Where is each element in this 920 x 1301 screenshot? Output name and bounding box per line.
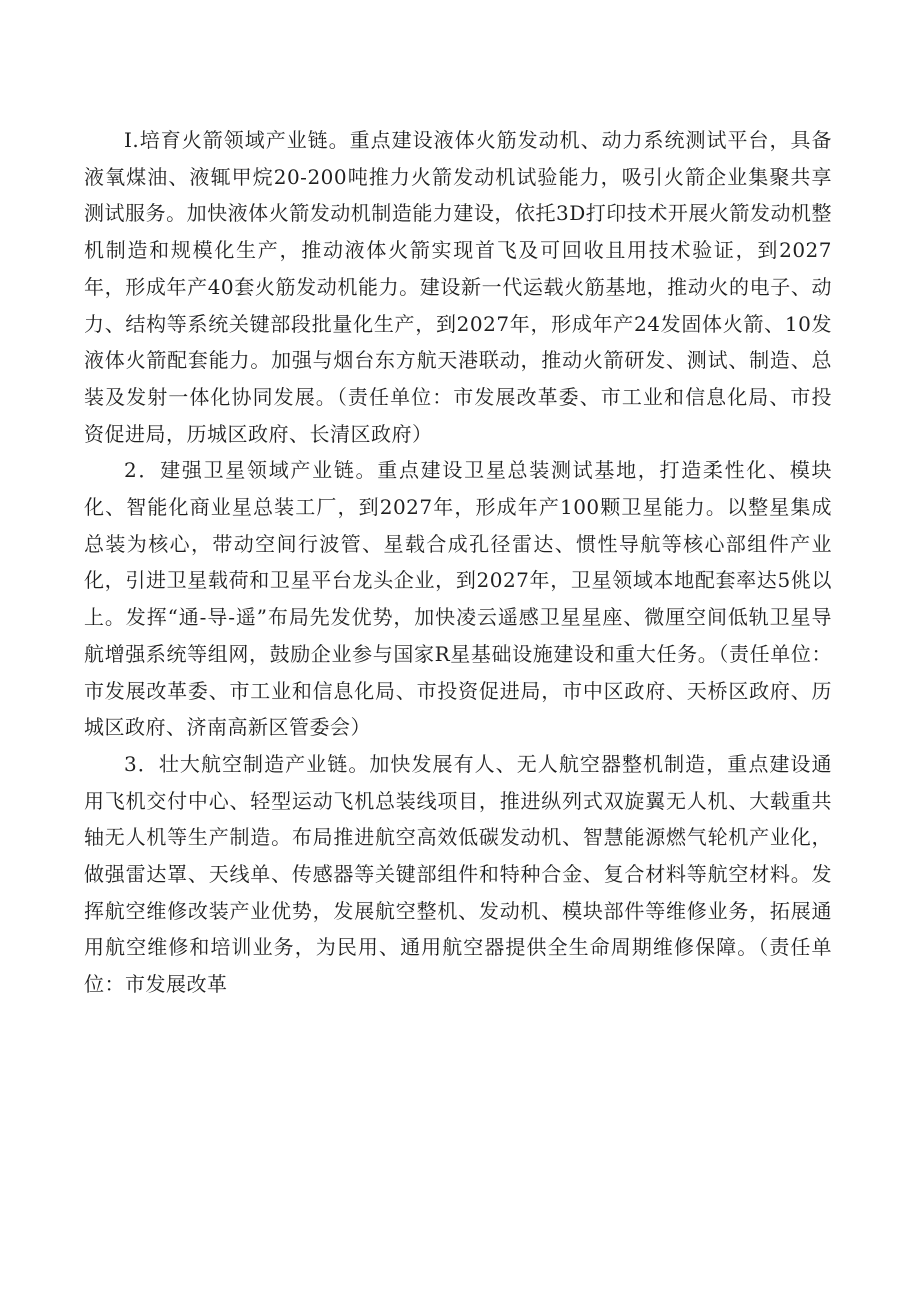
paragraph-satellite-industry-chain: 2．建强卫星领域产业链。重点建设卫星总装测试基地，打造柔性化、模块化、智能化商业星总装工厂，到2027年，形成年产100颗卫星能力。以整星集成总装为核心，带动空间行波管、星载合成孔径雷达、惯性导航等核心部组件产业化，引进卫星载荷和卫星平台龙头企业，到2027年，卫星领域本地配套率达5佻以上。发挥“通-导-遥”布局先发优势，加快凌云遥感卫星星座、微厘空间低轨卫星导航增强系统等组网，鼓励企业参与国家R星基础设施建设和重大任务。（责任单位：市发展改革委、市工业和信息化局、市投资促进局，市中区政府、天桥区政府、历城区政府、济南高新区管委会） xyxy=(84,458,832,740)
document-body xyxy=(84,122,832,1003)
paragraph-rocket-industry-chain: I.培育火箭领域产业链。重点建设液体火筋发动机、动力系统测试平台，具备液氧煤油、液辄甲烷20-200吨推力火箭发动机试验能力，吸引火箭企业集聚共享测试服务。加快液体火箭发动机制造能力建设，依托3D打印技术开展火箭发动机整机制造和规模化生产，推动液体火箭实现首飞及可回收且用技术验证，到2027年，形成年产40套火筋发动机能力。建设新一代运载火筋基地，推动火的电子、动力、结构等系统关键部段批量化生产，到2027年，形成年产24发固体火箭、10发液体火箭配套能力。加强与烟台东方航天港联动，推动火箭研发、测试、制造、总装及发射一体化协同发展。（责任单位：市发展改革委、市工业和信息化局、市投资促进局，历城区政府、长清区政府） xyxy=(84,128,832,446)
paragraph-aviation-manufacturing-chain: 3．壮大航空制造产业链。加快发展有人、无人航空器整机制造，重点建设通用飞机交付中心、轻型运动飞机总装线项目，推进纵列式双旋翼无人机、大载重共轴无人机等生产制造。布局推进航空高效低碳发动机、智慧能源燃气轮机产业化，做强雷达罩、天线单、传感器等关键部组件和特种合金、复合材料等航空材料。发挥航空维修改装产业优势，发展航空整机、发动机、模块部件等维修业务，拓展通用航空维修和培训业务，为民用、通用航空器提供全生命周期维修保障。（责任单位：市发展改革 xyxy=(84,751,832,997)
